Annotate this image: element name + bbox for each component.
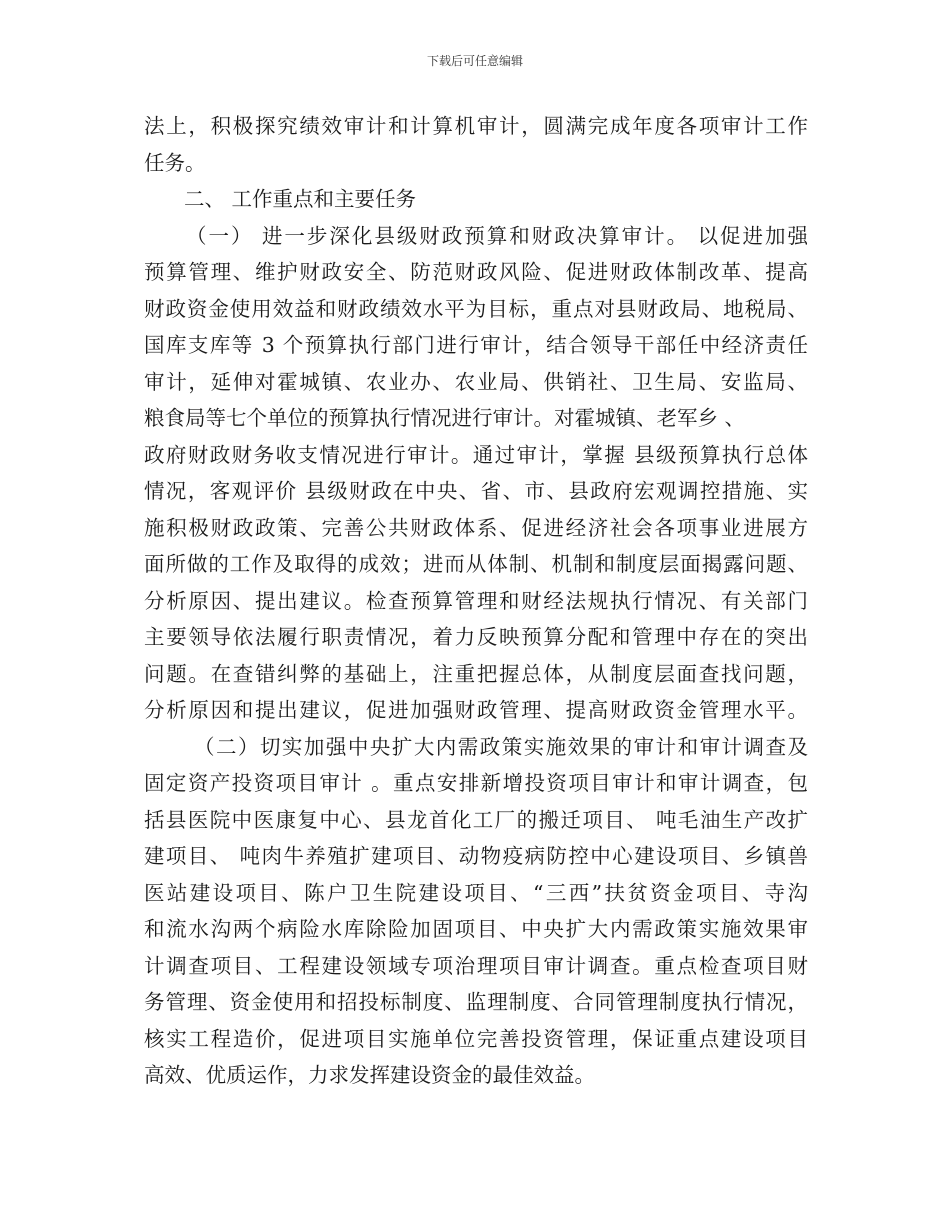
body-line: 粮食局等七个单位的预算执行情况进行审计。对霍城镇、老军乡 、 <box>144 406 746 430</box>
page-header-note: 下载后可任意编辑 <box>426 54 523 68</box>
body-line: 审计，延伸对霍城镇、农业办、农业局、供销社、卫生局、安监局、 <box>144 369 808 394</box>
body-line: 固定资产投资项目审计 。重点安排新增投资项目审计和审计调查，包 <box>144 771 808 795</box>
body-line: 核实工程造价，促进项目实施单位完善投资管理，保证重点建设项目 <box>144 1026 808 1051</box>
body-line: 面所做的工作及取得的成效；进而从体制、机制和制度层面揭露问题、 <box>144 552 808 576</box>
document-body <box>144 108 808 1094</box>
body-line: 法上，积极探究绩效审计和计算机审计，圆满完成年度各项审计工作 <box>144 114 808 138</box>
body-line: 问题。在查错纠弊的基础上，注重把握总体，从制度层面查找问题， <box>144 661 808 686</box>
body-line: 高效、优质运作，力求发挥建设资金的最佳效益。 <box>144 1063 595 1087</box>
body-line: 施积极财政政策、完善公共财政体系、促进经济社会各项事业进展方 <box>144 515 808 540</box>
body-line: 财政资金使用效益和财政绩效水平为目标，重点对县财政局、地税局、 <box>144 296 808 321</box>
body-line: 分析原因、提出建议。检查预算管理和财经法规执行情况、有关部门 <box>144 588 808 613</box>
body-line: 计调查项目、工程建设领域专项治理项目审计调查。重点检查项目财 <box>144 953 808 978</box>
body-line: （二）切实加强中央扩大内需政策实施效果的审计和审计调查及 <box>194 734 808 759</box>
body-line: 政府财政财务收支情况进行审计。通过审计，掌握 县级预算执行总体 <box>144 442 808 467</box>
body-line: （一） 进一步深化县级财政预算和财政决算审计。 以促进加强 <box>186 223 808 248</box>
body-line: 分析原因和提出建议，促进加强财政管理、提高财政资金管理水平。 <box>144 698 808 722</box>
body-line: 医站建设项目、陈户卫生院建设项目、“三西”扶贫资金项目、寺沟 <box>144 880 808 905</box>
body-line: 二、 工作重点和主要任务 <box>184 187 417 211</box>
body-line: 情况，客观评价 县级财政在中央、省、市、县政府宏观调控措施、实 <box>144 479 808 503</box>
body-line: 务管理、资金使用和招投标制度、监理制度、合同管理制度执行情况， <box>144 990 808 1014</box>
body-line: 主要领导依法履行职责情况，着力反映预算分配和管理中存在的突出 <box>144 625 808 649</box>
body-line: 预算管理、维护财政安全、防范财政风险、促进财政体制改革、提高 <box>144 260 808 284</box>
body-line: 建项目、 吨肉牛养殖扩建项目、动物疫病防控中心建设项目、乡镇兽 <box>144 844 808 868</box>
body-line: 国库支库等 3 个预算执行部门进行审计，结合领导干部任中经济责任 <box>144 333 808 357</box>
body-line: 任务。 <box>144 150 206 175</box>
body-line: 和流水沟两个病险水库除险加固项目、中央扩大内需政策实施效果审 <box>144 917 808 941</box>
body-line: 括县医院中医康复中心、县龙首化工厂的搬迁项目、 吨毛油生产改扩 <box>144 807 808 832</box>
